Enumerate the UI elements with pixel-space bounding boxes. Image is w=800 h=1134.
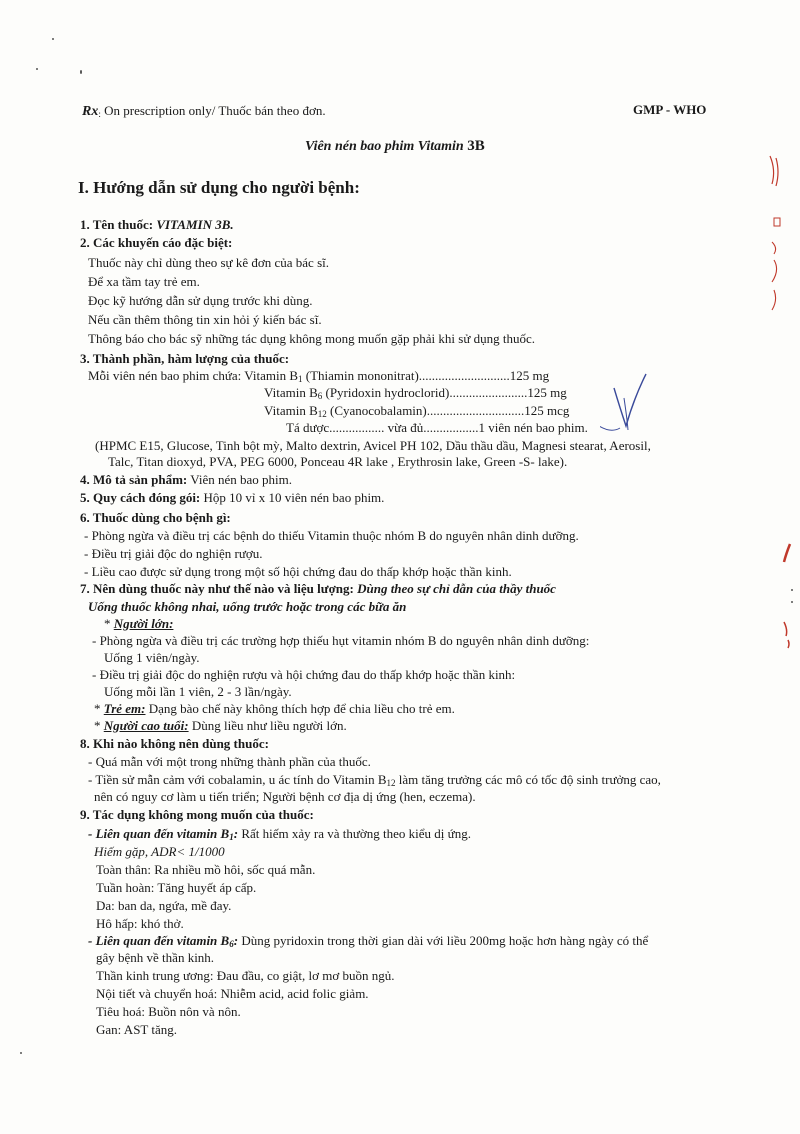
s7-adult-line: Uống mỗi lần 1 viên, 2 - 3 lần/ngày.: [104, 684, 292, 699]
s3-excipient-list: (HPMC E15, Glucose, Tinh bột mỳ, Malto dextrin, Avicel PH 102, Dầu thầu dầu, Magnesi stearat, Aerosil,: [95, 438, 651, 453]
s9-b1-effect: Hô hấp: khó thở.: [96, 916, 184, 931]
s6-line: - Điều trị giải độc do nghiện rượu.: [84, 546, 263, 561]
s7-label: 7. Nên dùng thuốc này như thế nào và liệu lượng:: [80, 581, 354, 596]
s4-line: [80, 471, 292, 488]
s6-label: 6. Thuốc dùng cho bệnh gì:: [80, 510, 231, 525]
s4-value: Viên nén bao phim.: [190, 472, 293, 487]
s3-vit-b6: Vitamin $B_6$ (Pyridoxin hydroclorid)........................125 mg: [264, 385, 567, 401]
rx-symbol: Rx: [82, 104, 99, 119]
s5-label: 5. Quy cách đóng gói:: [80, 490, 201, 505]
section-title: I. Hướng dẫn sử dụng cho người bệnh:: [78, 178, 360, 197]
s4-label: 4. Mô tả sản phẩm:: [80, 472, 188, 487]
stamp-edge-mark: [778, 540, 798, 650]
s9-b1-effect: Da: ban da, ngứa, mề đay.: [96, 898, 232, 913]
s9-label: 9. Tác dụng không mong muốn của thuốc:: [80, 807, 314, 822]
s8-line: - Tiền sử mẫn cảm với cobalamin, u ác tính do Vitamin $B_{12}$ làm tăng trưởng các mô có tốc độ sinh trưởng cao,: [88, 772, 661, 788]
s1-value: VITAMIN 3B.: [156, 217, 234, 232]
gmp-label: GMP - WHO: [633, 102, 707, 117]
s7-line: [80, 580, 556, 597]
rx-sub: :: [98, 109, 101, 119]
handwritten-margin-mark: [762, 150, 792, 320]
s3-intro: Mỗi viên nén bao phim chứa: Vitamin $B_1$ (Thiamin mononitrat)............................125 mg: [88, 368, 550, 384]
rx-line: [82, 102, 326, 123]
s9-b6-line2: gây bệnh về thần kinh.: [96, 950, 215, 965]
s9-b1-line: - Liên quan đến vitamin $B_1$: Rất hiếm xảy ra và thường theo kiểu dị ứng.: [88, 826, 471, 842]
s5-value: Hộp 10 vỉ x 10 viên nén bao phim.: [203, 490, 385, 505]
doc-title: Viên nén bao phim Vitamin 3B: [305, 138, 485, 154]
s7-line2: Uống thuốc không nhai, uống trước hoặc trong các bữa ăn: [88, 599, 407, 614]
s1-label: 1. Tên thuốc:: [80, 217, 154, 232]
s3-excipient: Tá dược................. vừa đủ.................1 viên nén bao phim.: [286, 420, 588, 435]
s9-b1-frequency: Hiếm gặp, ADR< 1/1000: [94, 844, 225, 859]
s9-b6-line: - Liên quan đến vitamin $B_6$: Dùng pyridoxin trong thời gian dài với liều 200mg hoặc hơn hàng ngày có thể: [88, 933, 649, 949]
s8-label: 8. Khi nào không nên dùng thuốc:: [80, 736, 269, 751]
s9-b6-effect: Thần kinh trung ương: Đau đầu, co giật, lơ mơ buồn ngủ.: [96, 968, 395, 983]
s9-b6-effect: Tiêu hoá: Buồn nôn và nôn.: [96, 1004, 241, 1019]
s2-line: Nếu cần thêm thông tin xin hỏi ý kiến bác sĩ.: [88, 312, 322, 327]
s7-adult-line: - Điều trị giải độc do nghiện rượu và hội chứng đau do thấp khớp hoặc thần kinh:: [92, 667, 516, 682]
s7-label-italic: Dùng theo sự chỉ dẫn của thầy thuốc: [357, 581, 556, 596]
scan-speck: [20, 1052, 22, 1054]
scan-speck: [80, 70, 82, 74]
s8-line: - Quá mẫn với một trong những thành phần của thuốc.: [88, 754, 371, 769]
s9-b1-effect: Tuần hoàn: Tăng huyết áp cấp.: [96, 880, 257, 895]
s9-b6-effect: Gan: AST tăng.: [96, 1022, 178, 1037]
s6-line: - Liều cao được sử dụng trong một số hội chứng đau do thấp khớp hoặc thần kinh.: [84, 564, 512, 579]
s3-vit-b12: Vitamin $B_{12}$ (Cyanocobalamin)..............................125 mcg: [264, 403, 570, 419]
s7-child-line: * Trẻ em: Dạng bào chế này không thích hợp để chia liều cho trẻ em.: [94, 701, 455, 716]
s3-excipient-list: Talc, Titan dioxyd, PVA, PEG 6000, Ponceau 4R lake , Erythrosin lake, Green -S- lake).: [108, 454, 568, 469]
scan-speck: [52, 38, 54, 40]
rx-text: On prescription only/ Thuốc bán theo đơn.: [104, 103, 326, 118]
s5-line: [80, 489, 384, 506]
s2-label: 2. Các khuyến cáo đặc biệt:: [80, 235, 233, 250]
s2-line: Thông báo cho bác sỹ những tác dụng không mong muốn gặp phải khi sử dụng thuốc.: [88, 331, 536, 346]
scan-speck: [36, 68, 38, 70]
s7-adult-line: - Phòng ngừa và điều trị các trường hợp thiếu hụt vitamin nhóm B do nguyên nhân dinh dưỡng:: [92, 633, 590, 648]
s2-line: Đọc kỹ hướng dẫn sử dụng trước khi dùng.: [88, 293, 313, 308]
s8-line: nên có nguy cơ làm u tiến triển; Người bệnh cơ địa dị ứng (hen, eczema).: [94, 789, 476, 804]
s7-adult-heading: * Người lớn:: [104, 616, 174, 631]
s2-line: Để xa tầm tay trẻ em.: [88, 274, 200, 289]
pen-check-mark: [600, 368, 660, 448]
s9-b1-effect: Toàn thân: Ra nhiều mồ hôi, sốc quá mẫn.: [96, 862, 316, 877]
s7-adult-line: Uống 1 viên/ngày.: [104, 650, 200, 665]
s3-label: 3. Thành phần, hàm lượng của thuốc:: [80, 351, 290, 366]
s9-b6-effect: Nội tiết và chuyển hoá: Nhiễm acid, acid folic giảm.: [96, 986, 369, 1001]
s7-elder-line: * Người cao tuổi: Dùng liều như liều người lớn.: [94, 718, 347, 733]
s6-line: - Phòng ngừa và điều trị các bệnh do thiếu Vitamin thuộc nhóm B do nguyên nhân dinh dưỡng.: [84, 528, 579, 543]
s2-line: Thuốc này chỉ dùng theo sự kê đơn của bác sĩ.: [88, 255, 329, 270]
s1-line: [80, 216, 234, 233]
